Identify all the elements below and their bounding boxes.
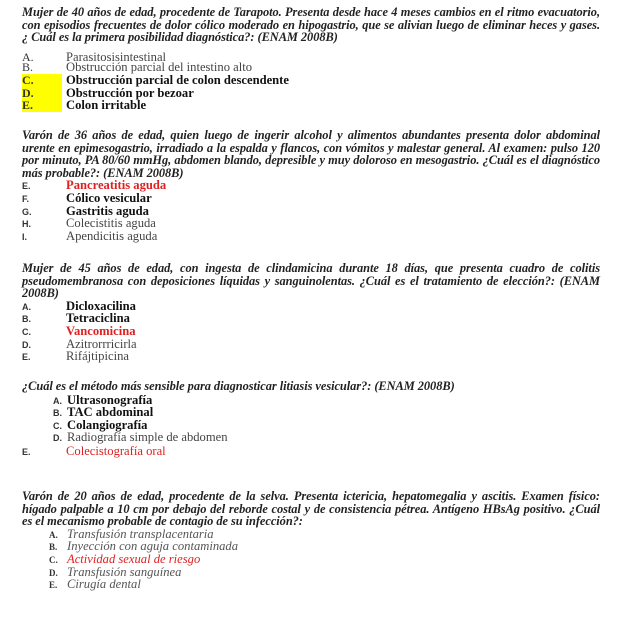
option-letter: E. (22, 352, 31, 363)
question-5 (22, 490, 600, 591)
option-letter: C. (22, 326, 31, 337)
question-3-options (22, 300, 600, 363)
option-text: Transfusión sanguínea (67, 564, 182, 579)
option-text: Actividad sexual de riesgo (67, 551, 201, 566)
option-item-highlighted[interactable] (22, 99, 600, 112)
option-item-highlighted[interactable] (22, 74, 600, 87)
question-2-options (22, 179, 600, 242)
option-letter: E. (49, 580, 58, 591)
option-text: Obstrucción por bezoar (66, 85, 194, 100)
option-letter: D. (22, 339, 31, 350)
question-5-stem: Varón de 20 años de edad, procedente de la selva. Presenta ictericia, hepatomegalia y ascitis. Examen físico: hígado palpable a 10 cm por debajo del reborde costal y de consistencia pétrea. Antígeno HBsAg positivo. ¿Cuál es el mecanismo probable de contagio de su infección?: (22, 489, 600, 529)
option-text: Colecistografía oral (66, 443, 166, 458)
option-text: Cólico vesicular (66, 190, 152, 205)
option-item[interactable] (22, 406, 600, 419)
option-text: Cirugía dental (67, 577, 141, 592)
option-text: Ultrasonografía (67, 392, 153, 407)
option-text: Rifájtipicina (66, 349, 129, 364)
option-letter: G. (22, 206, 32, 217)
option-text: Pancreatitis aguda (66, 178, 167, 193)
question-4-stem: ¿Cuál es el método más sensible para diagnosticar litiasis vesicular?: (ENAM 2008B) (22, 379, 455, 393)
option-text: Transfusión transplacentaria (67, 526, 214, 541)
option-letter: I. (22, 231, 28, 242)
option-text: Obstrucción parcial del intestino alto (66, 60, 253, 75)
option-text: Dicloxacilina (66, 298, 136, 313)
question-1 (22, 6, 600, 112)
option-letter: D. (22, 87, 62, 100)
option-text: Vancomicina (66, 323, 136, 338)
option-letter: C. (22, 74, 62, 87)
option-letter: C. (53, 420, 62, 431)
option-letter: D. (49, 567, 58, 578)
option-item[interactable] (22, 192, 600, 205)
option-text: Colangiografía (67, 417, 148, 432)
option-item[interactable] (22, 431, 600, 444)
question-4-options (22, 394, 600, 458)
question-4 (22, 380, 600, 458)
question-2 (22, 129, 600, 242)
option-letter: B. (49, 542, 58, 553)
option-item[interactable] (22, 578, 600, 591)
option-text: Azitrorrricirla (66, 336, 137, 351)
option-letter: B. (22, 60, 34, 75)
option-text: Parasitosisintestinal (66, 49, 167, 64)
question-1-stem: Mujer de 40 años de edad, procedente de Tarapoto. Presenta desde hace 4 meses cambios en el ritmo evacuatorio, con episodios frecuentes de dolor cólico moderado en hipogastrio, que se alivian luego de eliminar heces y gases. ¿ Cuál es la primera posibilidad diagnóstica?: (ENAM 2008B) (22, 5, 600, 45)
option-item-correct[interactable] (22, 553, 600, 566)
option-item[interactable] (22, 230, 600, 243)
question-1-options (22, 51, 600, 112)
option-text: Gastritis aguda (66, 203, 149, 218)
option-letter: E. (22, 99, 62, 112)
option-letter: A. (22, 49, 34, 64)
option-letter: B. (22, 314, 31, 325)
option-text: Radiografía simple de abdomen (67, 430, 228, 445)
option-letter: A. (49, 529, 58, 540)
option-letter: C. (49, 554, 58, 565)
question-5-options (22, 528, 600, 591)
option-text: Apendicitis aguda (66, 228, 158, 243)
option-text: TAC abdominal (67, 405, 154, 420)
option-letter: F. (22, 193, 30, 204)
option-letter: E. (22, 181, 31, 192)
option-letter: E. (22, 446, 31, 457)
option-text: Colecistitis aguda (66, 216, 156, 231)
option-item-correct[interactable] (22, 445, 600, 458)
option-text: Tetraciclina (66, 311, 130, 326)
option-text: Colon irritable (66, 98, 147, 113)
option-letter: A. (22, 301, 31, 312)
option-text: Obstrucción parcial de colon descendente (66, 72, 289, 87)
question-3-stem: Mujer de 45 años de edad, con ingesta de clindamicina durante 18 días, que presenta cuadro de colitis pseudomembranosa con deposiciones líquidas y sanguinolentas. ¿Cuál es el tratamiento de elección?: (ENAM 2008B) (22, 261, 600, 301)
question-3 (22, 262, 600, 363)
option-item[interactable] (22, 350, 600, 363)
option-letter: A. (53, 395, 62, 406)
option-letter: B. (53, 408, 62, 419)
question-2-stem: Varón de 36 años de edad, quien luego de ingerir alcohol y alimentos abundantes presenta dolor abdominal urente en epimesogastrio, irradiado a la espalda y flancos, con vómitos y malestar general. Al examen: pulso 120 por minuto, PA 80/60 mmHg, abdomen blando, depresible y muy doloroso en mesogastrio. ¿Cuál es el diagnóstico más probable?: (ENAM 2008B) (22, 128, 600, 180)
option-letter: H. (22, 219, 31, 230)
option-text: Inyección con aguja contaminada (67, 539, 239, 554)
option-item-correct[interactable] (22, 325, 600, 338)
option-letter: D. (53, 433, 62, 444)
option-item[interactable] (22, 217, 600, 230)
